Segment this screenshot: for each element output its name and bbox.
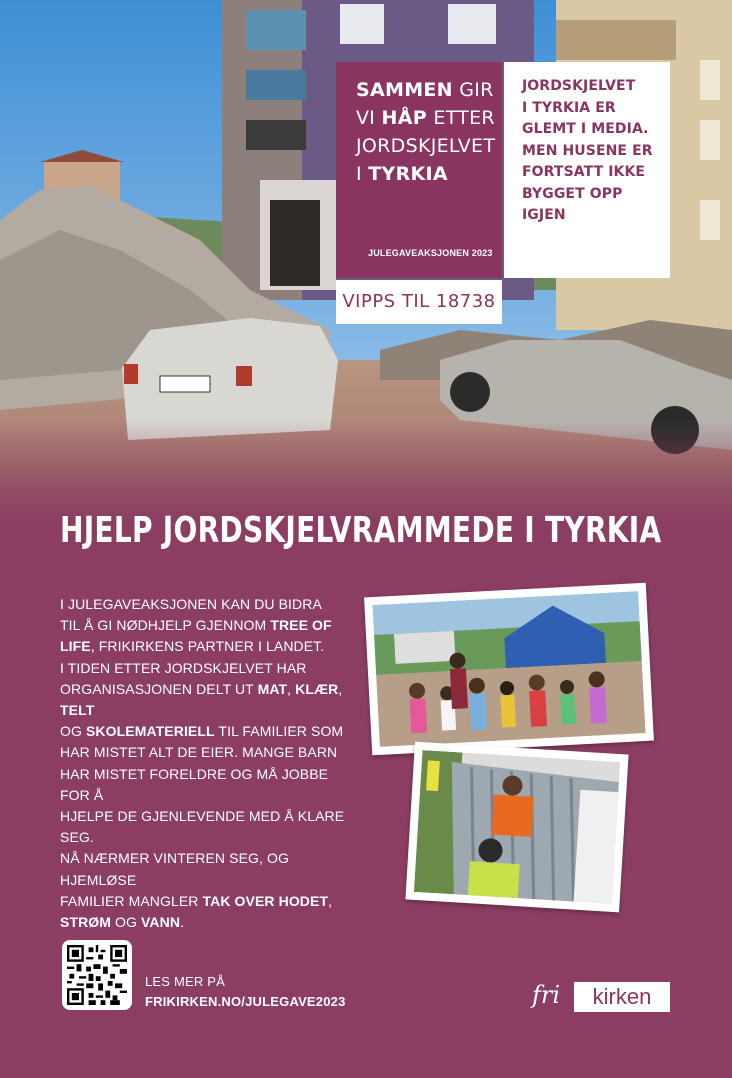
body-comma: , <box>338 680 343 697</box>
body-line: TIL FAMILIER SOM <box>214 723 344 740</box>
body-bold: TREE OF <box>270 617 332 634</box>
body-line: FAMILIER MANGLER <box>60 892 203 909</box>
body-line: OG <box>60 723 86 740</box>
body-line: HAR MISTET ALT DE EIER. MANGE BARN <box>60 744 338 761</box>
headline-word-tyrkia: TYRKIA <box>368 163 448 185</box>
info-box-text <box>522 76 670 227</box>
body-bold: MAT <box>257 680 288 697</box>
headline-word-hap: HÅP <box>381 107 427 129</box>
children-camp-illustration <box>372 591 645 747</box>
read-more-url[interactable]: FRIKIRKEN.NO/JULEGAVE2023 <box>145 994 346 1009</box>
campaign-year-label: JULEGAVEAKSJONEN 2023 <box>368 248 493 258</box>
qr-code-graphic <box>67 945 127 1005</box>
body-line: I TIDEN ETTER JORDSKJELVET HAR <box>60 659 307 676</box>
body-line: NÅ NÆRMER VINTEREN SEG, OG HJEMLØSE <box>60 850 289 888</box>
body-line: I JULEGAVEAKSJONEN KAN DU BIDRA <box>60 596 322 612</box>
headline-word-gir: GIR <box>452 79 494 101</box>
info-line: GLEMT I MEDIA. <box>522 121 649 137</box>
campaign-headline <box>356 76 495 188</box>
body-bold: LIFE <box>60 638 91 655</box>
body-bold: STRØM <box>60 914 112 931</box>
main-title: HJELP JORDSKJELVRAMMEDE I TYRKIA <box>60 510 662 551</box>
body-line: , <box>328 892 333 909</box>
body-bold: VANN <box>141 914 181 931</box>
headline-word-jordskjelvet: JORDSKJELVET <box>356 135 496 157</box>
body-bold: KLÆR <box>295 680 339 697</box>
body-bold: TELT <box>60 702 95 719</box>
headline-word-vi: VI <box>356 107 382 129</box>
info-line: JORDSKJELVET <box>522 78 636 94</box>
body-bold: SKOLEMATERIELL <box>85 723 215 740</box>
logo-fri: fri <box>532 981 561 1009</box>
body-line: HAR MISTET FORELDRE OG MÅ JOBBE FOR Å <box>60 765 329 803</box>
info-line: I TYRKIA ER <box>522 99 616 116</box>
body-comma: , <box>287 680 296 697</box>
body-line: ORGANISASJONEN DELT UT <box>60 680 258 697</box>
tent-building-illustration <box>414 750 620 904</box>
info-line: MEN HUSENE ER <box>522 142 653 159</box>
body-line: TIL Å GI NØDHJELP GJENNOM <box>60 617 271 634</box>
read-more-label: LES MER PÅ <box>145 974 226 989</box>
logo-kirken: kirken <box>574 982 670 1012</box>
qr-code[interactable] <box>62 940 132 1010</box>
headline-word-etter: ETTER <box>426 107 495 129</box>
headline-word-i: I <box>356 163 369 185</box>
children-camp-photo <box>364 583 654 756</box>
headline-word-sammen: SAMMEN <box>356 79 453 101</box>
info-line: FORTSATT IKKE <box>522 164 646 180</box>
body-line: HJELPE DE GJENLEVENDE MED Å KLARE SEG. <box>60 808 345 846</box>
vipps-number-box: VIPPS TIL 18738 <box>336 280 502 324</box>
body-line: . <box>180 914 185 931</box>
body-line: , FRIKIRKENS PARTNER I LANDET. <box>90 638 325 655</box>
body-text <box>60 594 360 933</box>
body-bold: TAK OVER HODET <box>202 892 329 909</box>
info-line: BYGGET OPP IGJEN <box>522 185 623 223</box>
campaign-box <box>336 62 502 278</box>
info-box <box>504 62 670 278</box>
body-line: OG <box>111 914 142 931</box>
read-more <box>145 972 346 1012</box>
tent-building-photo <box>405 742 628 913</box>
